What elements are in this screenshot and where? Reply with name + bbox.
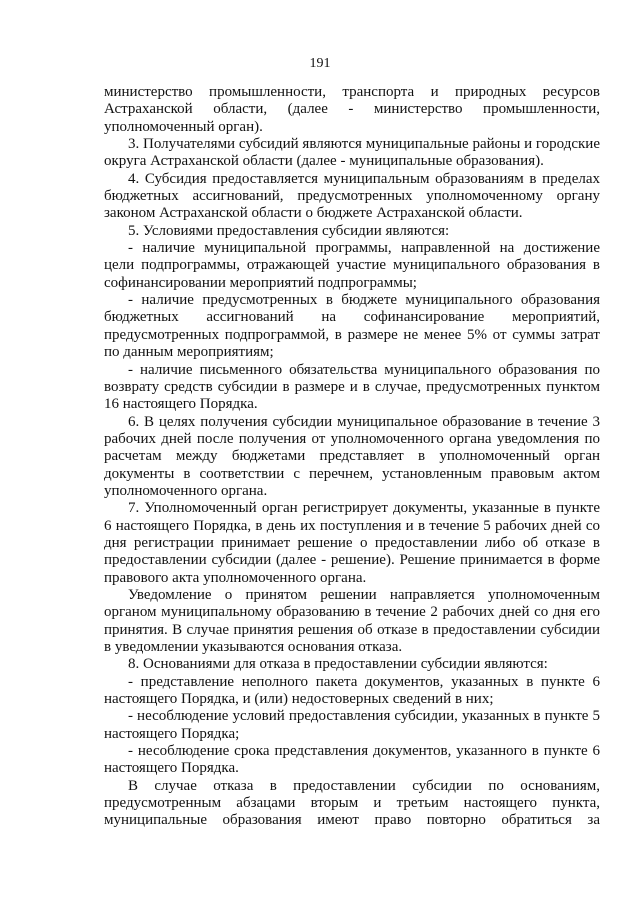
paragraph: - наличие предусмотренных в бюджете муниципального образования бюджетных ассигнований на софинансирование мероприятий, предусмотренных подпрограммой, в размере не менее 5% от суммы затрат по данным мероприятиям; [104,292,600,361]
paragraph: 6. В целях получения субсидии муниципальное образование в течение 3 рабочих дней после получения от уполномоченного органа уведомления по расчетам между бюджетами представляет в уполномоченный орган документы в соответствии с перечнем, установленным правовым актом уполномоченного органа. [104,413,600,499]
page-number: 191 [309,56,331,71]
paragraph: - несоблюдение срока представления документов, указанного в пункте 6 настоящего Порядка. [104,743,600,777]
paragraph: 3. Получателями субсидий являются муниципальные районы и городские округа Астраханской области (далее - муниципальные образования). [104,136,600,170]
paragraph: - несоблюдение условий предоставления субсидии, указанных в пункте 5 настоящего Порядка; [104,708,600,742]
paragraph: 7. Уполномоченный орган регистрирует документы, указанные в пункте 6 настоящего Порядка, в день их поступления и в течение 5 рабочих дней со дня регистрации принимает решение о предоставлении либо об отказе в предоставлении субсидии (далее - решение). Решение принимается в форме правового акта уполномоченного органа. [104,500,600,586]
paragraph: - представление неполного пакета документов, указанных в пункте 6 настоящего Порядка, и (или) недостоверных сведений в них; [104,673,600,708]
paragraph: министерство промышленности, транспорта и природных ресурсов Астраханской области, (далее - министерство промышленности, уполномоченный орган). [104,84,600,135]
document-body [104,84,600,830]
paragraph: Уведомление о принятом решении направляется уполномоченным органом муниципальному образованию в течение 2 рабочих дней со дня его принятия. В случае принятия решения об отказе в предоставлении субсидии в уведомлении указываются основания отказа. [104,586,600,655]
paragraph: - наличие муниципальной программы, направленной на достижение цели подпрограммы, отражающей участие муниципального образования в софинансировании мероприятий подпрограммы; [104,240,600,291]
paragraph: 5. Условиями предоставления субсидии являются: [128,222,450,239]
paragraph: В случае отказа в предоставлении субсидии по основаниям, предусмотренным абзацами вторым и третьим настоящего пункта, муниципальные образования имеют право повторно обратиться за [104,777,600,829]
paragraph: 8. Основаниями для отказа в предоставлении субсидии являются: [128,656,548,673]
paragraph: 4. Субсидия предоставляется муниципальным образованиям в пределах бюджетных ассигнований, предусмотренных уполномоченному органу законом Астраханской области о бюджете Астраханской области. [104,170,600,222]
paragraph: - наличие письменного обязательства муниципального образования по возврату средств субсидии в размере и в случае, предусмотренных пунктом 16 настоящего Порядка. [104,361,600,413]
